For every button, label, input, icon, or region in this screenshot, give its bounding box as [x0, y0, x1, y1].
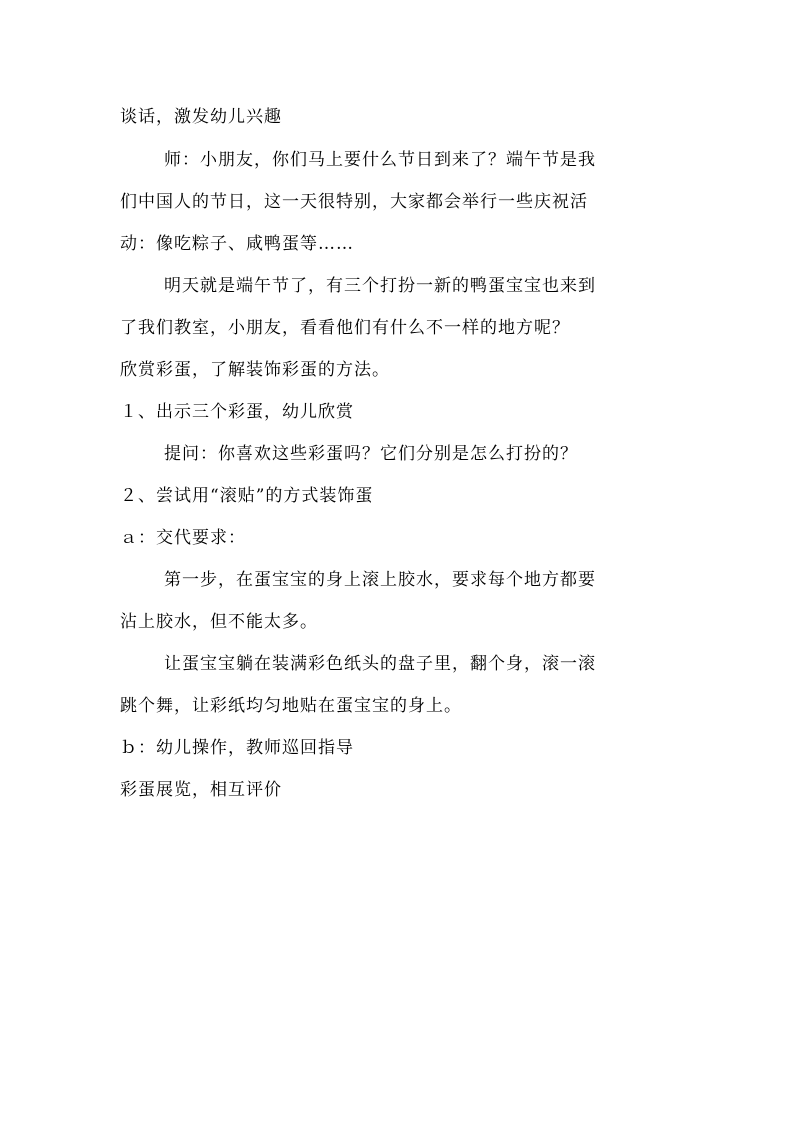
section-heading-talk: 谈话，激发幼儿兴趣 [120, 107, 282, 127]
paragraph-step-one-line-2: 沾上胶水，但不能太多。 [120, 612, 318, 632]
paragraph-question: 提问：你喜欢这些彩蛋吗？它们分别是怎么打扮的？ [164, 444, 578, 464]
sub-item-a: ａ：交代要求： [120, 528, 246, 548]
paragraph-teacher-question-line-1: 师：小朋友，你们马上要什么节日到来了？端午节是我 [164, 150, 596, 170]
paragraph-teacher-question-line-3: 动：像吃粽子、咸鸭蛋等…… [120, 234, 354, 254]
paragraph-egg-intro-line-2: 了我们教室，小朋友，看看他们有什么不一样的地方呢？ [120, 318, 570, 338]
paragraph-roll-line-1: 让蛋宝宝躺在装满彩色纸头的盘子里，翻个身，滚一滚 [164, 654, 596, 674]
list-item-1: １、出示三个彩蛋，幼儿欣赏 [120, 402, 354, 422]
paragraph-step-one-line-1: 第一步，在蛋宝宝的身上滚上胶水，要求每个地方都要 [164, 570, 596, 590]
section-heading-appreciate: 欣赏彩蛋，了解装饰彩蛋的方法。 [120, 360, 390, 380]
sub-item-b: ｂ：幼儿操作，教师巡回指导 [120, 738, 354, 758]
list-item-2: ２、尝试用“滚贴”的方式装饰蛋 [120, 486, 374, 506]
paragraph-teacher-question-line-2: 们中国人的节日，这一天很特别，大家都会举行一些庆祝活 [120, 192, 588, 212]
paragraph-roll-line-2: 跳个舞，让彩纸均匀地贴在蛋宝宝的身上。 [120, 696, 462, 716]
section-heading-exhibition: 彩蛋展览，相互评价 [120, 780, 282, 800]
paragraph-egg-intro-line-1: 明天就是端午节了，有三个打扮一新的鸭蛋宝宝也来到 [164, 276, 596, 296]
